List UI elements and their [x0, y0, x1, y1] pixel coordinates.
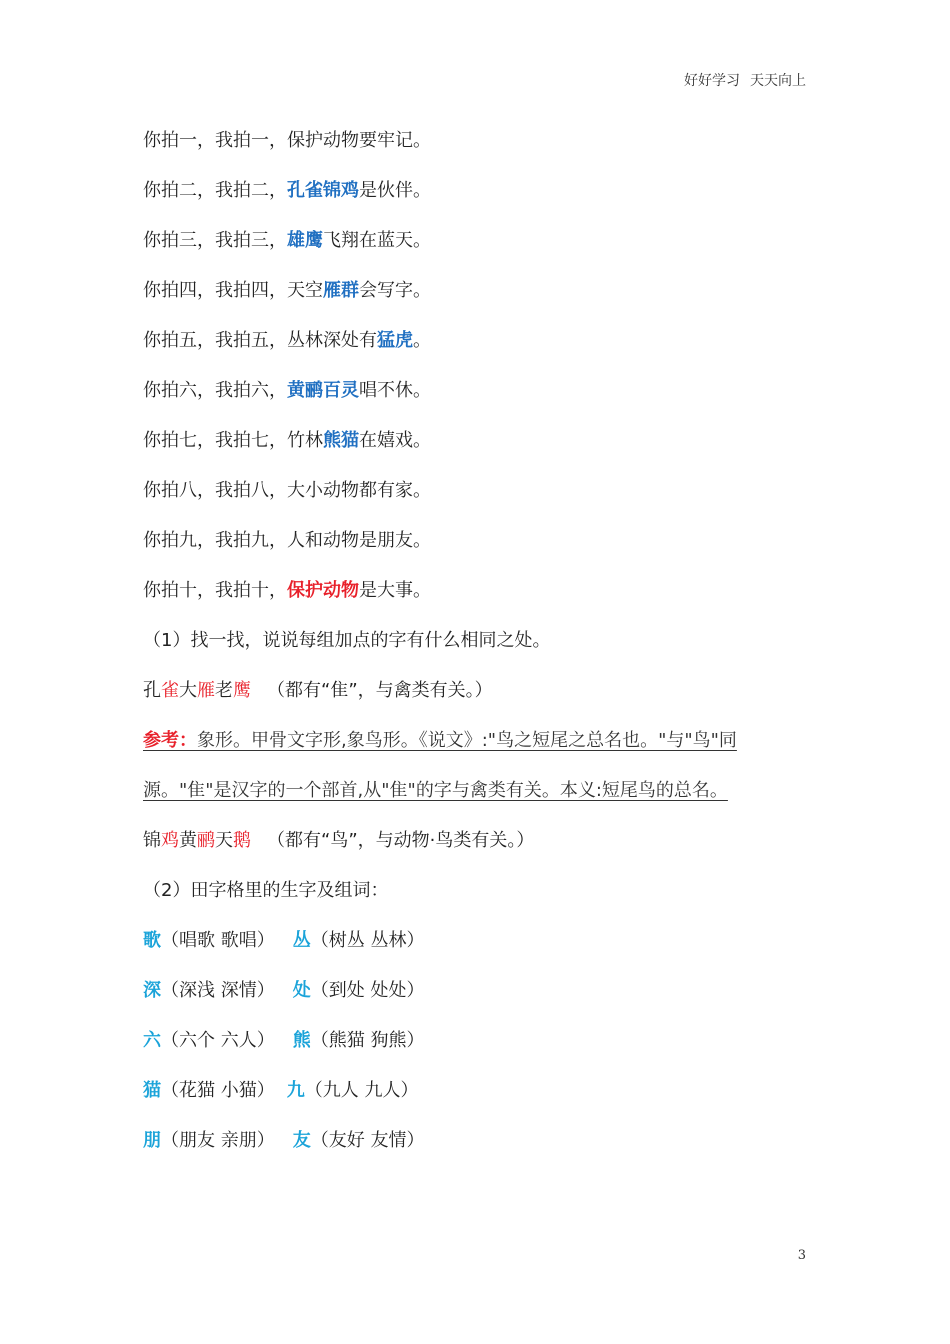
char-highlight: 鸡	[161, 830, 179, 851]
rhyme-line	[143, 276, 823, 326]
char: 天	[215, 830, 233, 851]
rhyme-highlight: 熊猫	[323, 430, 359, 451]
rhyme-highlight-red: 保护动物	[287, 580, 359, 601]
vocab-row	[143, 976, 823, 1026]
char-group-note: （都有“鸟”，与动物·鸟类有关。）	[267, 830, 535, 851]
rhyme-line	[143, 326, 823, 376]
rhyme-text: 你拍四，我拍四，天空	[143, 280, 323, 301]
question-2-title: （2）田字格里的生字及组词：	[143, 880, 389, 901]
rhyme-text: 你拍六，我拍六，	[143, 380, 287, 401]
rhyme-highlight: 猛虎	[377, 330, 413, 351]
rhyme-text: 在嬉戏。	[359, 430, 431, 451]
rhyme-line	[143, 576, 823, 626]
rhyme-text: 唱不休。	[359, 380, 431, 401]
rhyme-text: 会写字。	[359, 280, 431, 301]
vocab-words: （唱歌 歌唱）	[161, 930, 275, 951]
char: 大	[179, 680, 197, 701]
char-group-2	[143, 826, 823, 876]
vocab-words: （树丛 丛林）	[310, 930, 425, 951]
char: 老	[215, 680, 233, 701]
char-highlight: 鹅	[233, 830, 251, 851]
document-body	[143, 126, 823, 1176]
rhyme-highlight: 孔雀锦鸡	[287, 180, 359, 201]
vocab-char: 深	[143, 980, 161, 1001]
rhyme-text: 飞翔在蓝天。	[323, 230, 431, 251]
rhyme-highlight: 雄鹰	[287, 230, 323, 251]
char: 孔	[143, 680, 161, 701]
rhyme-text: 你拍三，我拍三，	[143, 230, 287, 251]
vocab-char: 歌	[143, 930, 161, 951]
vocab-words: （六个 六人）	[161, 1030, 275, 1051]
rhyme-text: 你拍七，我拍七，竹林	[143, 430, 323, 451]
rhyme-text: 是大事。	[359, 580, 431, 601]
vocab-row	[143, 1076, 823, 1126]
vocab-words: （友好 友情）	[310, 1130, 425, 1151]
rhyme-line	[143, 376, 823, 426]
vocab-row	[143, 1126, 823, 1176]
vocab-char: 猫	[143, 1080, 161, 1101]
char-highlight: 雀	[161, 680, 179, 701]
vocab-char: 处	[292, 980, 311, 1001]
vocab-words: （熊猫 狗熊）	[310, 1030, 425, 1051]
vocab-char: 熊	[292, 1030, 311, 1051]
reference-line-1	[143, 726, 823, 776]
question-1-title: （1）找一找，说说每组加点的字有什么相同之处。	[143, 630, 551, 651]
header-left-text: 好好学习	[684, 73, 740, 89]
vocab-words: （深浅 深情）	[161, 980, 275, 1001]
vocab-row	[143, 1026, 823, 1076]
rhyme-text: 你拍十，我拍十，	[143, 580, 287, 601]
reference-text: 源。"隹"是汉字的一个部首,从"隹"的字与禽类有关。本义:短尾鸟的总名。	[143, 780, 728, 801]
rhyme-line	[143, 476, 823, 526]
vocab-char: 丛	[292, 930, 311, 951]
rhyme-text: 你拍二，我拍二，	[143, 180, 287, 201]
vocab-row	[143, 926, 823, 976]
rhyme-line	[143, 126, 823, 176]
rhyme-line	[143, 426, 823, 476]
char-highlight: 鹂	[197, 830, 215, 851]
vocab-words: （花猫 小猫）	[161, 1080, 275, 1101]
vocab-char: 六	[143, 1030, 161, 1051]
rhyme-line	[143, 526, 823, 576]
char: 黄	[179, 830, 197, 851]
reference-line-2	[143, 776, 823, 826]
rhyme-line	[143, 176, 823, 226]
vocab-char: 朋	[143, 1130, 161, 1151]
rhyme-text: 。	[413, 330, 431, 351]
char-group-1	[143, 676, 823, 726]
char: 锦	[143, 830, 161, 851]
rhyme-highlight: 雁群	[323, 280, 359, 301]
rhyme-text: 是伙伴。	[359, 180, 431, 201]
rhyme-line	[143, 226, 823, 276]
page-header	[684, 70, 806, 90]
char-highlight: 雁	[197, 680, 215, 701]
rhyme-text: 你拍八，我拍八，大小动物都有家。	[143, 480, 431, 501]
vocab-words: （到处 处处）	[310, 980, 425, 1001]
header-right-text: 天天向上	[750, 73, 806, 89]
page-number: 3	[797, 1248, 806, 1263]
char-highlight: 鹰	[233, 680, 251, 701]
rhyme-text: 你拍五，我拍五，丛林深处有	[143, 330, 377, 351]
rhyme-highlight: 黄鹂百灵	[287, 380, 359, 401]
rhyme-text: 你拍一，我拍一，保护动物要牢记。	[143, 130, 431, 151]
reference-text: 象形。甲骨文字形,象鸟形。《说文》:"鸟之短尾之总名也。"与"鸟"同	[197, 730, 737, 751]
reference-label: 参考：	[143, 730, 197, 751]
vocab-char: 九	[286, 1080, 305, 1101]
vocab-words: （朋友 亲朋）	[161, 1130, 275, 1151]
rhyme-text: 你拍九，我拍九，人和动物是朋友。	[143, 530, 431, 551]
vocab-words: （九人 九人）	[304, 1080, 419, 1101]
char-group-note: （都有“隹”，与禽类有关。）	[267, 680, 493, 701]
vocab-char: 友	[292, 1130, 311, 1151]
